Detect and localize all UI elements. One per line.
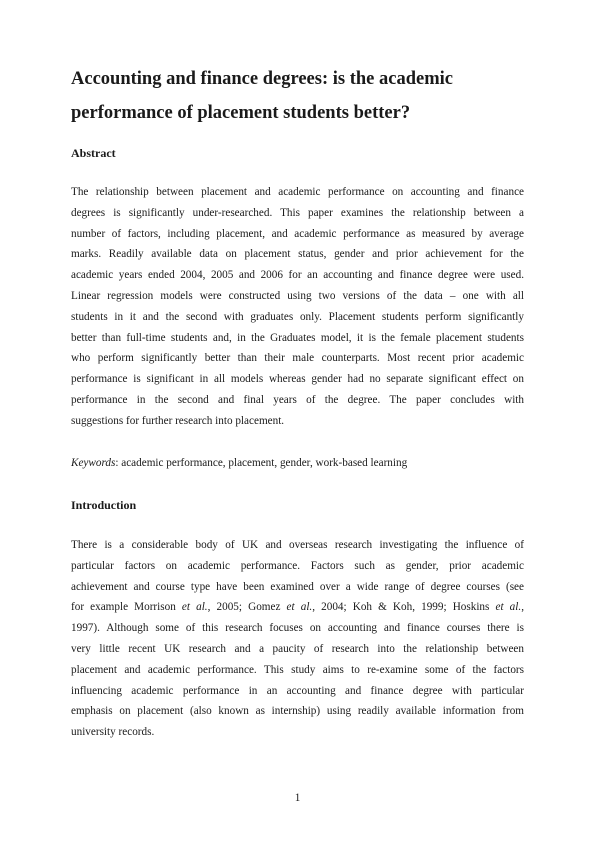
introduction-line: [71, 597, 524, 618]
abstract-line: Linear regression models were constructed using two versions of the data – one with all: [71, 289, 524, 302]
introduction-line: placement and academic performance. This study aims to re-examine some of the factors: [71, 663, 524, 676]
abstract-line: performance in the second and final years of the degree. The paper concludes with: [71, 393, 524, 406]
abstract-line: degrees is significantly under-researched. This paper examines the relationship between a: [71, 206, 524, 219]
abstract-line: performance is significant in all models whereas gender had no separate significant effect on: [71, 373, 524, 386]
abstract-line: who perform significantly better than their male counterparts. Most recent prior academic: [71, 352, 524, 365]
introduction-line: 1997). Although some of this research focuses on accounting and finance courses there is: [71, 622, 524, 635]
abstract-line: better than full-time students and, in the Graduates model, it is the female placement students: [71, 331, 524, 344]
introduction-line: university records.: [71, 726, 155, 739]
paper-title: [71, 62, 531, 130]
citation-text: for example Morrison: [71, 601, 182, 614]
title-line: Accounting and finance degrees: is the academic: [71, 69, 453, 89]
keywords-label: Keywords: [71, 457, 116, 469]
introduction-heading: Introduction: [71, 498, 137, 512]
introduction-line: emphasis on placement (also known as internship) using readily available information from: [71, 705, 524, 718]
abstract-heading: Abstract: [71, 146, 116, 160]
citation-etal: et al.: [495, 601, 522, 614]
citation-text: , 2004; Koh & Koh, 1999; Hoskins: [312, 601, 496, 614]
keywords-line: [71, 453, 524, 474]
keywords-text: : academic performance, placement, gender, work-based learning: [115, 457, 408, 469]
abstract-line: The relationship between placement and academic performance on accounting and finance: [71, 186, 524, 198]
citation-text: ,: [521, 601, 524, 614]
title-line: performance of placement students better?: [71, 103, 411, 123]
introduction-line: very little recent UK research and a paucity of research into the relationship between: [71, 642, 524, 655]
abstract-line: suggestions for further research into placement.: [71, 414, 285, 427]
citation-etal: et al.: [181, 601, 208, 614]
introduction-line: influencing academic performance in an accounting and finance degree with particular: [71, 684, 524, 697]
introduction-line: achievement and course type have been examined over a wide range of degree courses (see: [71, 580, 524, 593]
abstract-body: [71, 182, 524, 432]
citation-etal: et al.: [286, 601, 313, 614]
introduction-body: [71, 535, 524, 743]
citation-text: , 2005; Gomez: [207, 601, 287, 614]
introduction-line: particular factors on academic performance. Factors such as gender, prior academic: [71, 559, 524, 572]
abstract-line: number of factors, including placement, and academic performance as measured by average: [71, 227, 524, 240]
introduction-line: There is a considerable body of UK and overseas research investigating the influence of: [71, 539, 524, 551]
abstract-line: marks. Readily available data on placement status, gender and prior achievement for the: [71, 248, 524, 261]
abstract-line: academic years ended 2004, 2005 and 2006 for an accounting and finance degree were used.: [71, 269, 524, 282]
page-number: 1: [294, 792, 301, 804]
abstract-line: students in it and the second with graduates only. Placement students perform significantly: [71, 310, 524, 323]
